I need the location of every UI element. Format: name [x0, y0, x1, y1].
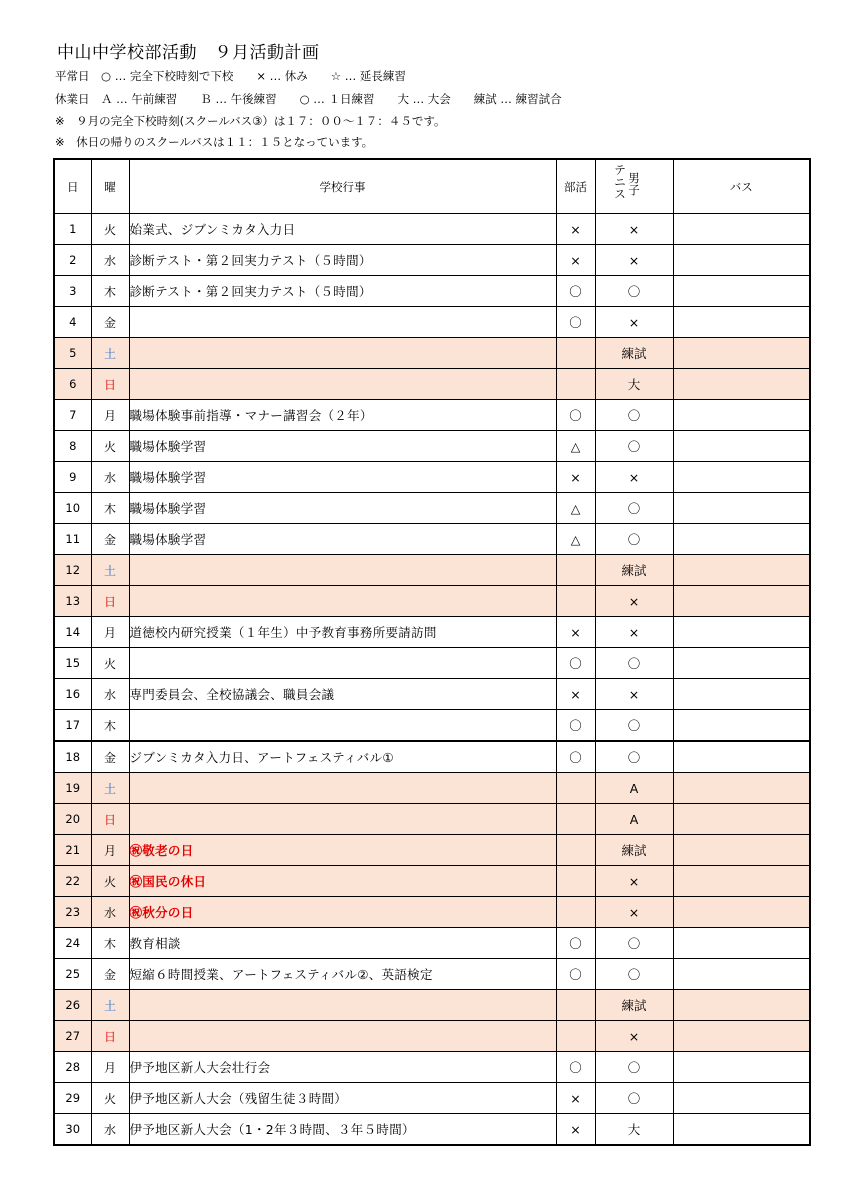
day-cell: 6 [54, 369, 91, 400]
event-cell [129, 369, 556, 400]
bus-cell [673, 741, 810, 773]
bus-cell [673, 493, 810, 524]
day-cell: 30 [54, 1114, 91, 1146]
event-cell: ジブンミカタ入力日、アートフェスティバル① [129, 741, 556, 773]
tennis-cell: 〇 [595, 648, 673, 679]
bus-cell [673, 897, 810, 928]
day-cell: 12 [54, 555, 91, 586]
tennis-cell: 練試 [595, 990, 673, 1021]
club-cell: × [556, 1083, 595, 1114]
note-holiday-bus: ※ 休日の帰りのスクールバスは１１：１５となっています。 [55, 135, 374, 149]
dow-cell: 火 [91, 1083, 129, 1114]
club-cell: △ [556, 431, 595, 462]
event-cell: 職場体験学習 [129, 493, 556, 524]
event-cell [129, 338, 556, 369]
table-header-row [54, 159, 810, 214]
dow-cell: 水 [91, 897, 129, 928]
table-row [54, 1114, 810, 1146]
event-cell: 始業式、ジブンミカタ入力日 [129, 214, 556, 245]
table-row [54, 897, 810, 928]
day-cell: 2 [54, 245, 91, 276]
table-row [54, 959, 810, 990]
dow-cell: 火 [91, 214, 129, 245]
event-cell: 伊予地区新人大会（1・2年３時間、３年５時間） [129, 1114, 556, 1146]
table-row [54, 1052, 810, 1083]
tennis-cell: 〇 [595, 431, 673, 462]
header-tennis [595, 159, 673, 214]
event-cell: 職場体験学習 [129, 431, 556, 462]
bus-cell [673, 524, 810, 555]
bus-cell [673, 1083, 810, 1114]
note-holiday-legend: 休業日 Ａ … 午前練習 Ｂ … 午後練習 ○ … １日練習 大 … 大会 練試 … 練習試合 [55, 92, 562, 106]
table-row [54, 773, 810, 804]
dow-cell: 水 [91, 245, 129, 276]
dow-cell: 日 [91, 586, 129, 617]
dow-cell: 金 [91, 741, 129, 773]
bus-cell [673, 990, 810, 1021]
bus-cell [673, 307, 810, 338]
header-dow: 曜 [91, 159, 129, 214]
dow-cell: 日 [91, 804, 129, 835]
club-cell: 〇 [556, 928, 595, 959]
dow-cell: 火 [91, 866, 129, 897]
bus-cell [673, 431, 810, 462]
bus-cell [673, 400, 810, 431]
event-cell [129, 1021, 556, 1052]
tennis-cell: 〇 [595, 1083, 673, 1114]
bus-cell [673, 1114, 810, 1146]
club-cell: × [556, 214, 595, 245]
day-cell: 14 [54, 617, 91, 648]
club-cell: △ [556, 493, 595, 524]
table-row [54, 617, 810, 648]
tennis-cell: × [595, 462, 673, 493]
tennis-cell: × [595, 617, 673, 648]
dow-cell: 土 [91, 773, 129, 804]
event-cell [129, 710, 556, 742]
table-row [54, 214, 810, 245]
day-cell: 4 [54, 307, 91, 338]
bus-cell [673, 679, 810, 710]
table-row [54, 710, 810, 742]
page-title: 中山中学校部活動 ９月活動計画 [57, 43, 320, 63]
table-row [54, 679, 810, 710]
dow-cell: 木 [91, 493, 129, 524]
event-cell [129, 648, 556, 679]
day-cell: 26 [54, 990, 91, 1021]
event-cell: ㊗敬老の日 [129, 835, 556, 866]
bus-cell [673, 245, 810, 276]
dow-cell: 木 [91, 710, 129, 742]
header-tennis-vertical: テニス [614, 163, 626, 201]
club-cell [556, 804, 595, 835]
day-cell: 15 [54, 648, 91, 679]
table-row [54, 245, 810, 276]
table-row [54, 741, 810, 773]
header-tennis-boys: 男子 [628, 171, 640, 197]
tennis-cell: 〇 [595, 400, 673, 431]
bus-cell [673, 773, 810, 804]
event-cell: 職場体験事前指導・マナー講習会（２年） [129, 400, 556, 431]
tennis-cell: 練試 [595, 338, 673, 369]
day-cell: 7 [54, 400, 91, 431]
dow-cell: 水 [91, 462, 129, 493]
bus-cell [673, 1052, 810, 1083]
dow-cell: 土 [91, 990, 129, 1021]
day-cell: 23 [54, 897, 91, 928]
club-cell: 〇 [556, 1052, 595, 1083]
tennis-cell: × [595, 586, 673, 617]
day-cell: 17 [54, 710, 91, 742]
club-cell: × [556, 679, 595, 710]
tennis-cell: 〇 [595, 741, 673, 773]
table-row [54, 804, 810, 835]
event-cell [129, 804, 556, 835]
event-cell [129, 586, 556, 617]
club-cell [556, 586, 595, 617]
event-cell: 道徳校内研究授業（１年生）中予教育事務所要請訪問 [129, 617, 556, 648]
day-cell: 25 [54, 959, 91, 990]
header-bus: バス [673, 159, 810, 214]
note-weekday-legend: 平常日 ○ … 完全下校時刻で下校 × … 休み ☆ … 延長練習 [55, 69, 406, 83]
club-cell: △ [556, 524, 595, 555]
note-dismissal-time: ※ ９月の完全下校時刻(スクールバス③）は１７：００～１７：４５です。 [55, 114, 446, 128]
day-cell: 10 [54, 493, 91, 524]
tennis-cell: 〇 [595, 928, 673, 959]
club-cell [556, 369, 595, 400]
tennis-cell: 〇 [595, 959, 673, 990]
table-row [54, 835, 810, 866]
bus-cell [673, 617, 810, 648]
tennis-cell: 〇 [595, 710, 673, 742]
tennis-cell: A [595, 804, 673, 835]
bus-cell [673, 648, 810, 679]
club-cell [556, 866, 595, 897]
club-cell: 〇 [556, 648, 595, 679]
day-cell: 9 [54, 462, 91, 493]
tennis-cell: A [595, 773, 673, 804]
tennis-cell: × [595, 866, 673, 897]
bus-cell [673, 928, 810, 959]
club-cell: 〇 [556, 400, 595, 431]
table-row [54, 648, 810, 679]
day-cell: 18 [54, 741, 91, 773]
dow-cell: 金 [91, 307, 129, 338]
event-cell: 専門委員会、全校協議会、職員会議 [129, 679, 556, 710]
dow-cell: 水 [91, 679, 129, 710]
dow-cell: 月 [91, 617, 129, 648]
day-cell: 21 [54, 835, 91, 866]
club-cell: 〇 [556, 959, 595, 990]
header-event: 学校行事 [129, 159, 556, 214]
club-cell: 〇 [556, 741, 595, 773]
event-cell: 伊予地区新人大会壮行会 [129, 1052, 556, 1083]
tennis-cell: 〇 [595, 276, 673, 307]
bus-cell [673, 866, 810, 897]
table-row [54, 1021, 810, 1052]
tennis-cell: × [595, 679, 673, 710]
table-row [54, 928, 810, 959]
day-cell: 20 [54, 804, 91, 835]
bus-cell [673, 586, 810, 617]
club-cell [556, 1021, 595, 1052]
bus-cell [673, 338, 810, 369]
event-cell [129, 990, 556, 1021]
tennis-cell: 〇 [595, 493, 673, 524]
bus-cell [673, 276, 810, 307]
day-cell: 27 [54, 1021, 91, 1052]
dow-cell: 月 [91, 1052, 129, 1083]
tennis-cell: × [595, 245, 673, 276]
club-cell [556, 338, 595, 369]
bus-cell [673, 214, 810, 245]
day-cell: 24 [54, 928, 91, 959]
dow-cell: 火 [91, 431, 129, 462]
table-row [54, 866, 810, 897]
day-cell: 13 [54, 586, 91, 617]
bus-cell [673, 369, 810, 400]
event-cell [129, 555, 556, 586]
tennis-cell: 練試 [595, 555, 673, 586]
table-row [54, 462, 810, 493]
dow-cell: 土 [91, 338, 129, 369]
event-cell: 診断テスト・第２回実力テスト（５時間） [129, 245, 556, 276]
table-row [54, 1083, 810, 1114]
day-cell: 29 [54, 1083, 91, 1114]
bus-cell [673, 804, 810, 835]
dow-cell: 火 [91, 648, 129, 679]
tennis-cell: 大 [595, 1114, 673, 1146]
dow-cell: 木 [91, 928, 129, 959]
schedule-table [53, 158, 811, 1146]
club-cell [556, 555, 595, 586]
table-row [54, 276, 810, 307]
tennis-cell: 〇 [595, 1052, 673, 1083]
tennis-cell: × [595, 1021, 673, 1052]
club-cell: × [556, 462, 595, 493]
event-cell: 伊予地区新人大会（残留生徒３時間） [129, 1083, 556, 1114]
club-cell: × [556, 617, 595, 648]
dow-cell: 木 [91, 276, 129, 307]
event-cell: 短縮６時間授業、アートフェスティバル②、英語検定 [129, 959, 556, 990]
day-cell: 8 [54, 431, 91, 462]
day-cell: 11 [54, 524, 91, 555]
header-day: 日 [54, 159, 91, 214]
table-row [54, 990, 810, 1021]
dow-cell: 金 [91, 959, 129, 990]
table-row [54, 338, 810, 369]
bus-cell [673, 555, 810, 586]
bus-cell [673, 462, 810, 493]
dow-cell: 土 [91, 555, 129, 586]
event-cell: 教育相談 [129, 928, 556, 959]
table-row [54, 555, 810, 586]
club-cell: 〇 [556, 710, 595, 742]
club-cell [556, 773, 595, 804]
bus-cell [673, 1021, 810, 1052]
header-club: 部活 [556, 159, 595, 214]
dow-cell: 月 [91, 400, 129, 431]
event-cell: ㊗国民の休日 [129, 866, 556, 897]
table-row [54, 307, 810, 338]
day-cell: 5 [54, 338, 91, 369]
tennis-cell: × [595, 307, 673, 338]
dow-cell: 日 [91, 369, 129, 400]
table-row [54, 400, 810, 431]
event-cell: 診断テスト・第２回実力テスト（５時間） [129, 276, 556, 307]
table-row [54, 369, 810, 400]
dow-cell: 水 [91, 1114, 129, 1146]
event-cell [129, 307, 556, 338]
club-cell [556, 990, 595, 1021]
day-cell: 22 [54, 866, 91, 897]
day-cell: 3 [54, 276, 91, 307]
tennis-cell: 大 [595, 369, 673, 400]
event-cell: 職場体験学習 [129, 462, 556, 493]
table-row [54, 524, 810, 555]
tennis-cell: × [595, 214, 673, 245]
day-cell: 16 [54, 679, 91, 710]
bus-cell [673, 710, 810, 742]
day-cell: 28 [54, 1052, 91, 1083]
event-cell: 職場体験学習 [129, 524, 556, 555]
event-cell [129, 773, 556, 804]
tennis-cell: × [595, 897, 673, 928]
day-cell: 19 [54, 773, 91, 804]
dow-cell: 月 [91, 835, 129, 866]
bus-cell [673, 959, 810, 990]
club-cell: × [556, 1114, 595, 1146]
tennis-cell: 〇 [595, 524, 673, 555]
club-cell: 〇 [556, 276, 595, 307]
club-cell [556, 835, 595, 866]
table-row [54, 493, 810, 524]
club-cell: 〇 [556, 307, 595, 338]
day-cell: 1 [54, 214, 91, 245]
dow-cell: 日 [91, 1021, 129, 1052]
dow-cell: 金 [91, 524, 129, 555]
table-row [54, 431, 810, 462]
club-cell: × [556, 245, 595, 276]
club-cell [556, 897, 595, 928]
tennis-cell: 練試 [595, 835, 673, 866]
table-row [54, 586, 810, 617]
event-cell: ㊗秋分の日 [129, 897, 556, 928]
bus-cell [673, 835, 810, 866]
